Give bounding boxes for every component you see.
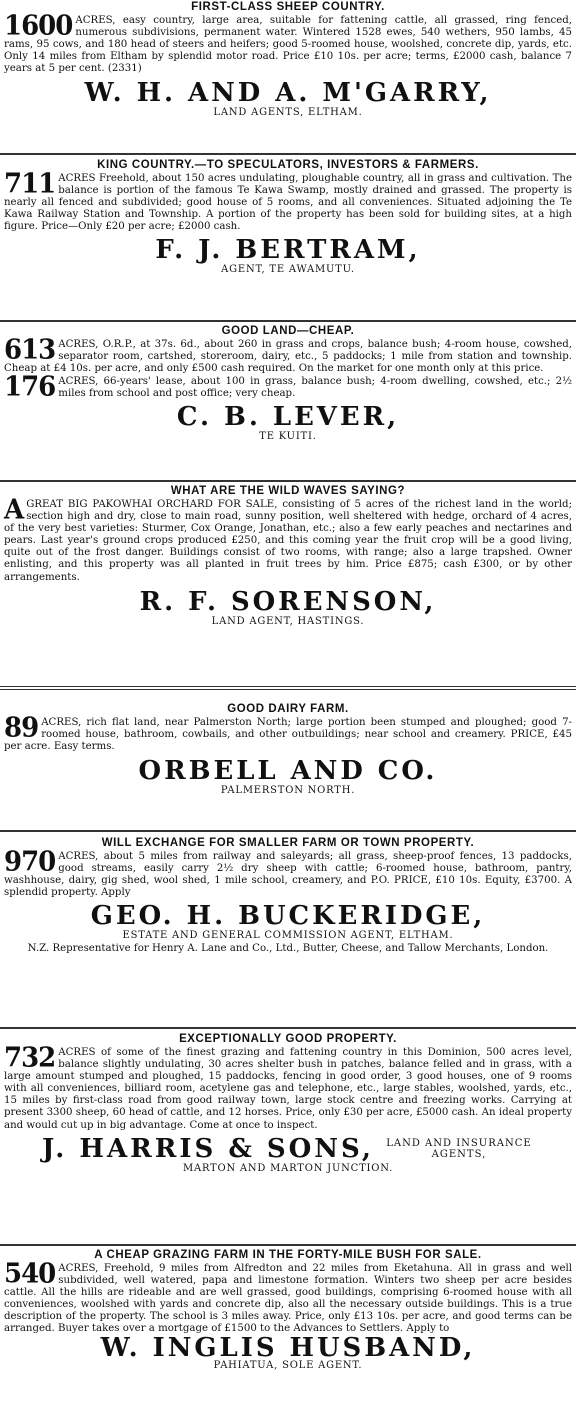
ad-headline: WILL EXCHANGE FOR SMALLER FARM OR TOWN PROPERTY. xyxy=(101,837,475,849)
ad-body xyxy=(4,334,572,375)
ad-headline: EXCEPTIONALLY GOOD PROPERTY. xyxy=(179,1033,397,1045)
ad-acreage: 613 xyxy=(4,334,56,366)
ad-body xyxy=(4,846,572,899)
ad-headline: KING COUNTRY.—TO SPECULATORS, INVESTORS & FARMERS. xyxy=(97,159,479,171)
ad-dairy-farm xyxy=(4,702,572,797)
ad-headline: FIRST-CLASS SHEEP COUNTRY. xyxy=(191,1,385,13)
ad-acreage: 1600 xyxy=(4,10,73,42)
ad-agent-sub: TE KUITI. xyxy=(259,431,317,443)
ad-body xyxy=(4,494,572,584)
ad-body xyxy=(4,712,572,753)
ad-exchange xyxy=(4,836,572,955)
ad-agent: W. H. AND A. M'GARRY, xyxy=(84,78,492,109)
ad-acreage: 732 xyxy=(4,1042,56,1074)
ad-body-text: ACRES, about 5 miles from railway and saleyards; all grass, sheep-proof fences, 13 paddocks, good streams, easily carry 2½ dry sheep with cattle; 6-roomed house, bathroom, pantry, washhouse, dairy, gig shed, wool shed, 1 mile school, creamery, and P.O. PRICE, £10 10s. Equity, £3700. A splendid property. Apply xyxy=(4,851,572,899)
ad-king-country xyxy=(4,158,572,276)
divider xyxy=(0,480,576,482)
ad-acreage: 711 xyxy=(4,168,56,200)
ad-body-text: ACRES, Freehold, 9 miles from Alfredton and 22 miles from Eketahuna. All in grass and well subdivided, well watered, papa and limestone formation. Winters two sheep per acre besides cattle. All the hills are rideable and are well grassed, good buildings, comprising 6-roomed house with all conveniences, woolshed with yards and concrete dip, also all the necessary outside buildings. This is a true description of the property. The school is 3 miles away. Price, only £13 10s. per acre, and good terms can be arranged. Buyer takes over a mortgage of £1500 to the Advances to Settlers. Apply to xyxy=(4,1263,572,1335)
ad-agent: ORBELL AND CO. xyxy=(138,756,438,787)
divider xyxy=(0,1027,576,1029)
ad-acreage-2: 176 xyxy=(4,371,56,404)
ad-headline: GOOD DAIRY FARM. xyxy=(227,703,349,715)
ad-acreage: 540 xyxy=(4,1258,56,1290)
ad-body-text: ACRES of some of the finest grazing and fattening country in this Dominion, 500 acres level, balance slightly undulating, 30 acres shelter bush in patches, balance felled and in grass, with a large amount stumped and ploughed, 15 paddocks, fencing in good order, 3 good houses, one of 9 rooms with all conveniences, billiard room, acetylene gas and telephone, etc., large stables, woolshed, yards, etc., 15 miles by first-class road from good railway town, large stock centre and freezing works. Carrying at present 3300 sheep, 60 head of cattle, and 12 horses. Price, only £30 per acre, £5000 cash. An ideal property and would cut up in big advantage. Come at once to inspect. xyxy=(4,1047,572,1131)
ad-body-text: ACRES, easy country, large area, suitable for fattening cattle, all grassed, ring fenced, numerous subdivisions, permanent water. Wintered 1528 ewes, 540 wethers, 950 lambs, 45 rams, 95 cows, and 180 head of steers and heifers; good 5-roomed house, woolshed, concrete dip, yards, etc. Only 14 miles from Eltham by splendid motor road. Price £10 10s. per acre; terms, £2000 cash, balance 7 years at 5 per cent. (2331) xyxy=(4,15,572,75)
ad-agent-side: LAND AND INSURANCE AGENTS, xyxy=(386,1137,532,1160)
ad-body-text: GREAT BIG PAKOWHAI ORCHARD FOR SALE, consisting of 5 acres of the richest land in the world; section high and dry, close to main road, sunny position, well sheltered with hedge, orchard of 4 acres, of the very best varieties: Sturmer, Cox Orange, Jonathan, etc.; also a few early peaches and nectarines and pears. Last year's ground crops produced £250, and this coming year the fruit crop will be a good living, quite out of the frost danger. Buildings consist of two rooms, with range; also a large trapshed. Owner enlisting, and this property was all planted in fruit trees by him. Price £875; cash £300, or by other arrangements. xyxy=(4,499,572,583)
divider xyxy=(0,830,576,832)
ad-agent-sub: PALMERSTON NORTH. xyxy=(220,785,356,797)
ad-body-2 xyxy=(4,371,572,404)
ad-agent-note: N.Z. Representative for Henry A. Lane and Co., Ltd., Butter, Cheese, and Tallow Merchants, London. xyxy=(27,943,549,955)
ad-headline: WHAT ARE THE WILD WAVES SAYING? xyxy=(170,485,406,497)
ad-body xyxy=(4,1042,572,1132)
ad-agent-sub: ESTATE AND GENERAL COMMISSION AGENT, ELTHAM. xyxy=(122,930,454,942)
ad-sheep-country xyxy=(4,0,572,119)
ad-agent-row xyxy=(4,1135,572,1163)
ad-agent: GEO. H. BUCKERIDGE, xyxy=(90,901,486,932)
ad-good-land xyxy=(4,324,572,443)
ad-orchard xyxy=(4,484,572,628)
divider xyxy=(0,320,576,322)
ad-agent-sub: PAHIATUA, SOLE AGENT. xyxy=(213,1359,363,1371)
ad-body-text: ACRES, O.R.P., at 37s. 6d., about 260 in grass and crops, balance bush; 4-room house, cowshed, separator room, cartshed, storeroom, dairy, etc., 5 paddocks; 1 mile from station and township. Cheap at £4 10s. per acre, and only £500 cash required. On the market for one month only at this price. xyxy=(4,339,572,375)
ad-body-text-2: ACRES, 66-years' lease, about 100 in grass, balance bush; 4-room dwelling, cowshed, etc.; 2½ miles from school and post office; very cheap. xyxy=(58,376,572,400)
ad-body-text: ACRES, rich flat land, near Palmerston North; large portion been stumped and ploughed; good 7-roomed house, bathroom, cowbails, and other outbuildings; near school and creamery. PRICE, £45 per acre. Easy terms. xyxy=(4,717,572,753)
ad-agent-sub: LAND AGENTS, ELTHAM. xyxy=(213,107,363,119)
ad-headline: GOOD LAND—CHEAP. xyxy=(221,325,355,337)
ad-agent: W. INGLIS HUSBAND, xyxy=(100,1332,476,1363)
ad-exceptional-property xyxy=(4,1032,572,1175)
ad-grazing-farm xyxy=(4,1248,572,1372)
ad-agent: J. HARRIS & SONS, xyxy=(42,1133,374,1164)
ad-acreage: 89 xyxy=(4,712,39,744)
divider xyxy=(0,686,576,690)
divider xyxy=(0,153,576,155)
ad-agent: F. J. BERTRAM, xyxy=(155,235,421,266)
ad-headline: A CHEAP GRAZING FARM IN THE FORTY-MILE BUSH FOR SALE. xyxy=(94,1249,482,1261)
ad-agent-sub: MARTON AND MARTON JUNCTION. xyxy=(182,1162,394,1174)
ad-body xyxy=(4,1258,572,1336)
ad-body xyxy=(4,168,572,233)
ad-agent-sub: AGENT, TE AWAMUTU. xyxy=(221,264,355,276)
divider xyxy=(0,1244,576,1246)
ad-agent: R. F. SORENSON, xyxy=(139,586,437,617)
ad-body-text: ACRES Freehold, about 150 acres undulating, ploughable country, all in grass and cultivation. The balance is portion of the famous Te Kawa Swamp, mostly drained and grassed. The property is nearly all fenced and subdivided; good house of 5 rooms, and all conveniences. Situated adjoining the Te Kawa Railway Station and Township. A portion of the property has been sold for building sites, at a high figure. Price—Only £20 per acre; £2000 cash. xyxy=(4,173,572,233)
ad-acreage: 970 xyxy=(4,846,56,878)
ad-initial: A xyxy=(4,494,24,526)
ad-agent-sub: LAND AGENT, HASTINGS. xyxy=(211,615,365,627)
ad-agent: C. B. LEVER, xyxy=(176,402,400,433)
ad-body xyxy=(4,10,572,75)
